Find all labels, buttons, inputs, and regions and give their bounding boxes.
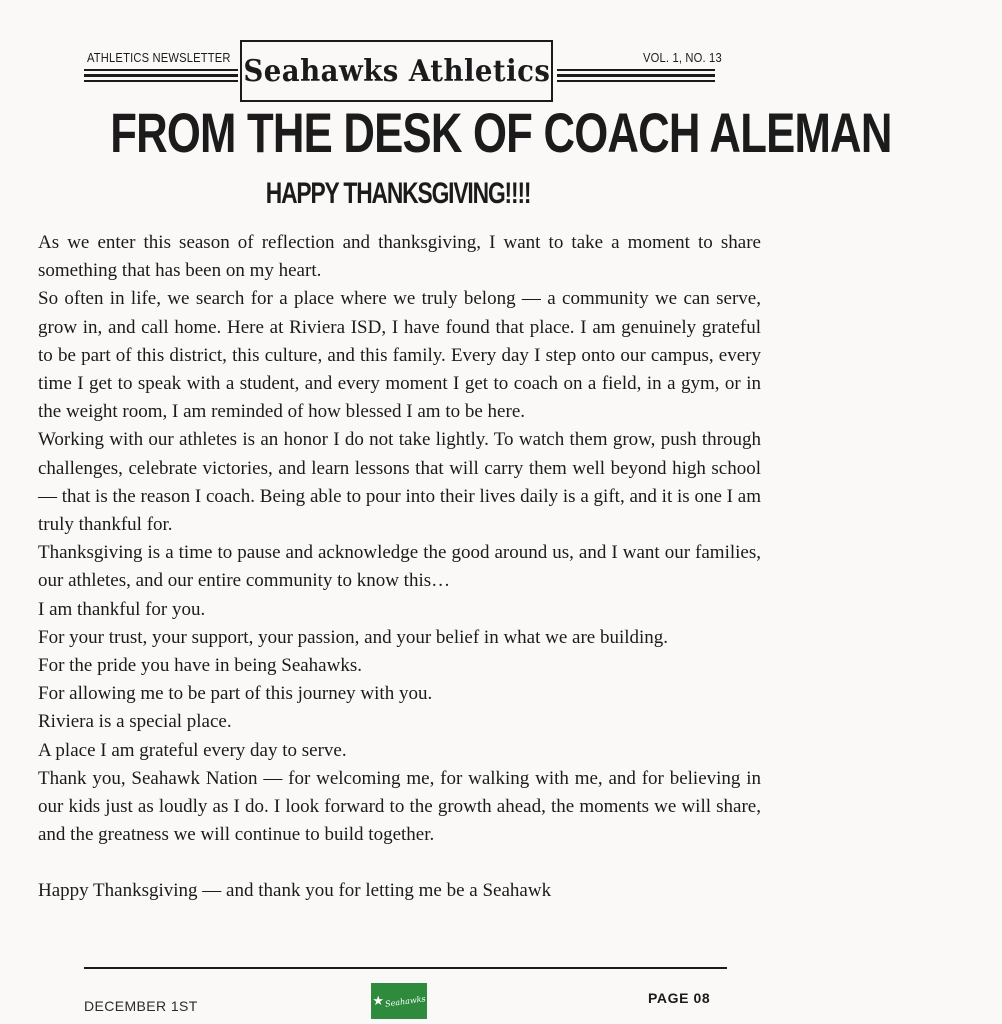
masthead-title: Seahawks Athletics — [243, 53, 551, 89]
paragraph: Riviera is a special place. — [38, 711, 232, 733]
paragraph: So often in life, we search for a place where we truly belong — a community we can serve, grow in, and call home. Here at Riviera ISD, I have found that place. I am genuinely grateful to be part of this district, this culture, and this family. Every day I step onto our campus, every time I get to speak with a student, and every moment I get to coach on a field, in a gym, or in the weight room, I am reminded of how blessed I am to be here. — [38, 288, 761, 423]
page-number: PAGE 08 — [648, 990, 711, 1006]
masthead-rule-left — [84, 69, 238, 85]
page-headline: FROM THE DESK OF COACH ALEMAN — [110, 101, 892, 164]
paragraph: Working with our athletes is an honor I do not take lightly. To watch them grow, push through challenges, celebrate victories, and learn lessons that will carry them well beyond high school — that is the reason I coach. Being able to pour into their lives daily is a gift, and it is one I am truly thankful for. — [38, 429, 761, 536]
paragraph: Thanksgiving is a time to pause and acknowledge the good around us, and I want our families, our athletes, and our entire community to know this… — [38, 542, 761, 592]
star-icon: ★ — [372, 993, 384, 1009]
paragraph: As we enter this season of reflection and thanksgiving, I want to take a moment to share something that has been on my heart. — [38, 232, 761, 282]
footer-divider — [84, 967, 727, 969]
paragraph: Thank you, Seahawk Nation — for welcoming me, for walking with me, and for believing in our kids just as loudly as I do. I look forward to the growth ahead, the moments we will share, and the greatness we will continue to build together. — [38, 767, 761, 846]
letter-body — [38, 229, 761, 906]
closing-line: Happy Thanksgiving — and thank you for letting me be a Seahawk — [38, 880, 552, 902]
masthead-title-box — [240, 40, 553, 102]
logo-wordmark: Seahawks — [384, 993, 427, 1009]
newsletter-label: ATHLETICS NEWSLETTER — [87, 50, 231, 65]
paragraph: For your trust, your support, your passion, and your belief in what we are building. — [38, 626, 669, 648]
paragraph: For allowing me to be part of this journey with you. — [38, 683, 433, 705]
seahawks-logo — [371, 983, 427, 1019]
masthead-rule-right — [557, 69, 715, 85]
page-subheadline: HAPPY THANKSGIVING!!!! — [265, 177, 531, 210]
paragraph: A place I am grateful every day to serve. — [38, 739, 347, 761]
footer-date: DECEMBER 1ST — [84, 998, 198, 1014]
volume-label: VOL. 1, NO. 13 — [643, 50, 722, 65]
paragraph: For the pride you have in being Seahawks. — [38, 655, 362, 677]
paragraph: I am thankful for you. — [38, 598, 206, 620]
